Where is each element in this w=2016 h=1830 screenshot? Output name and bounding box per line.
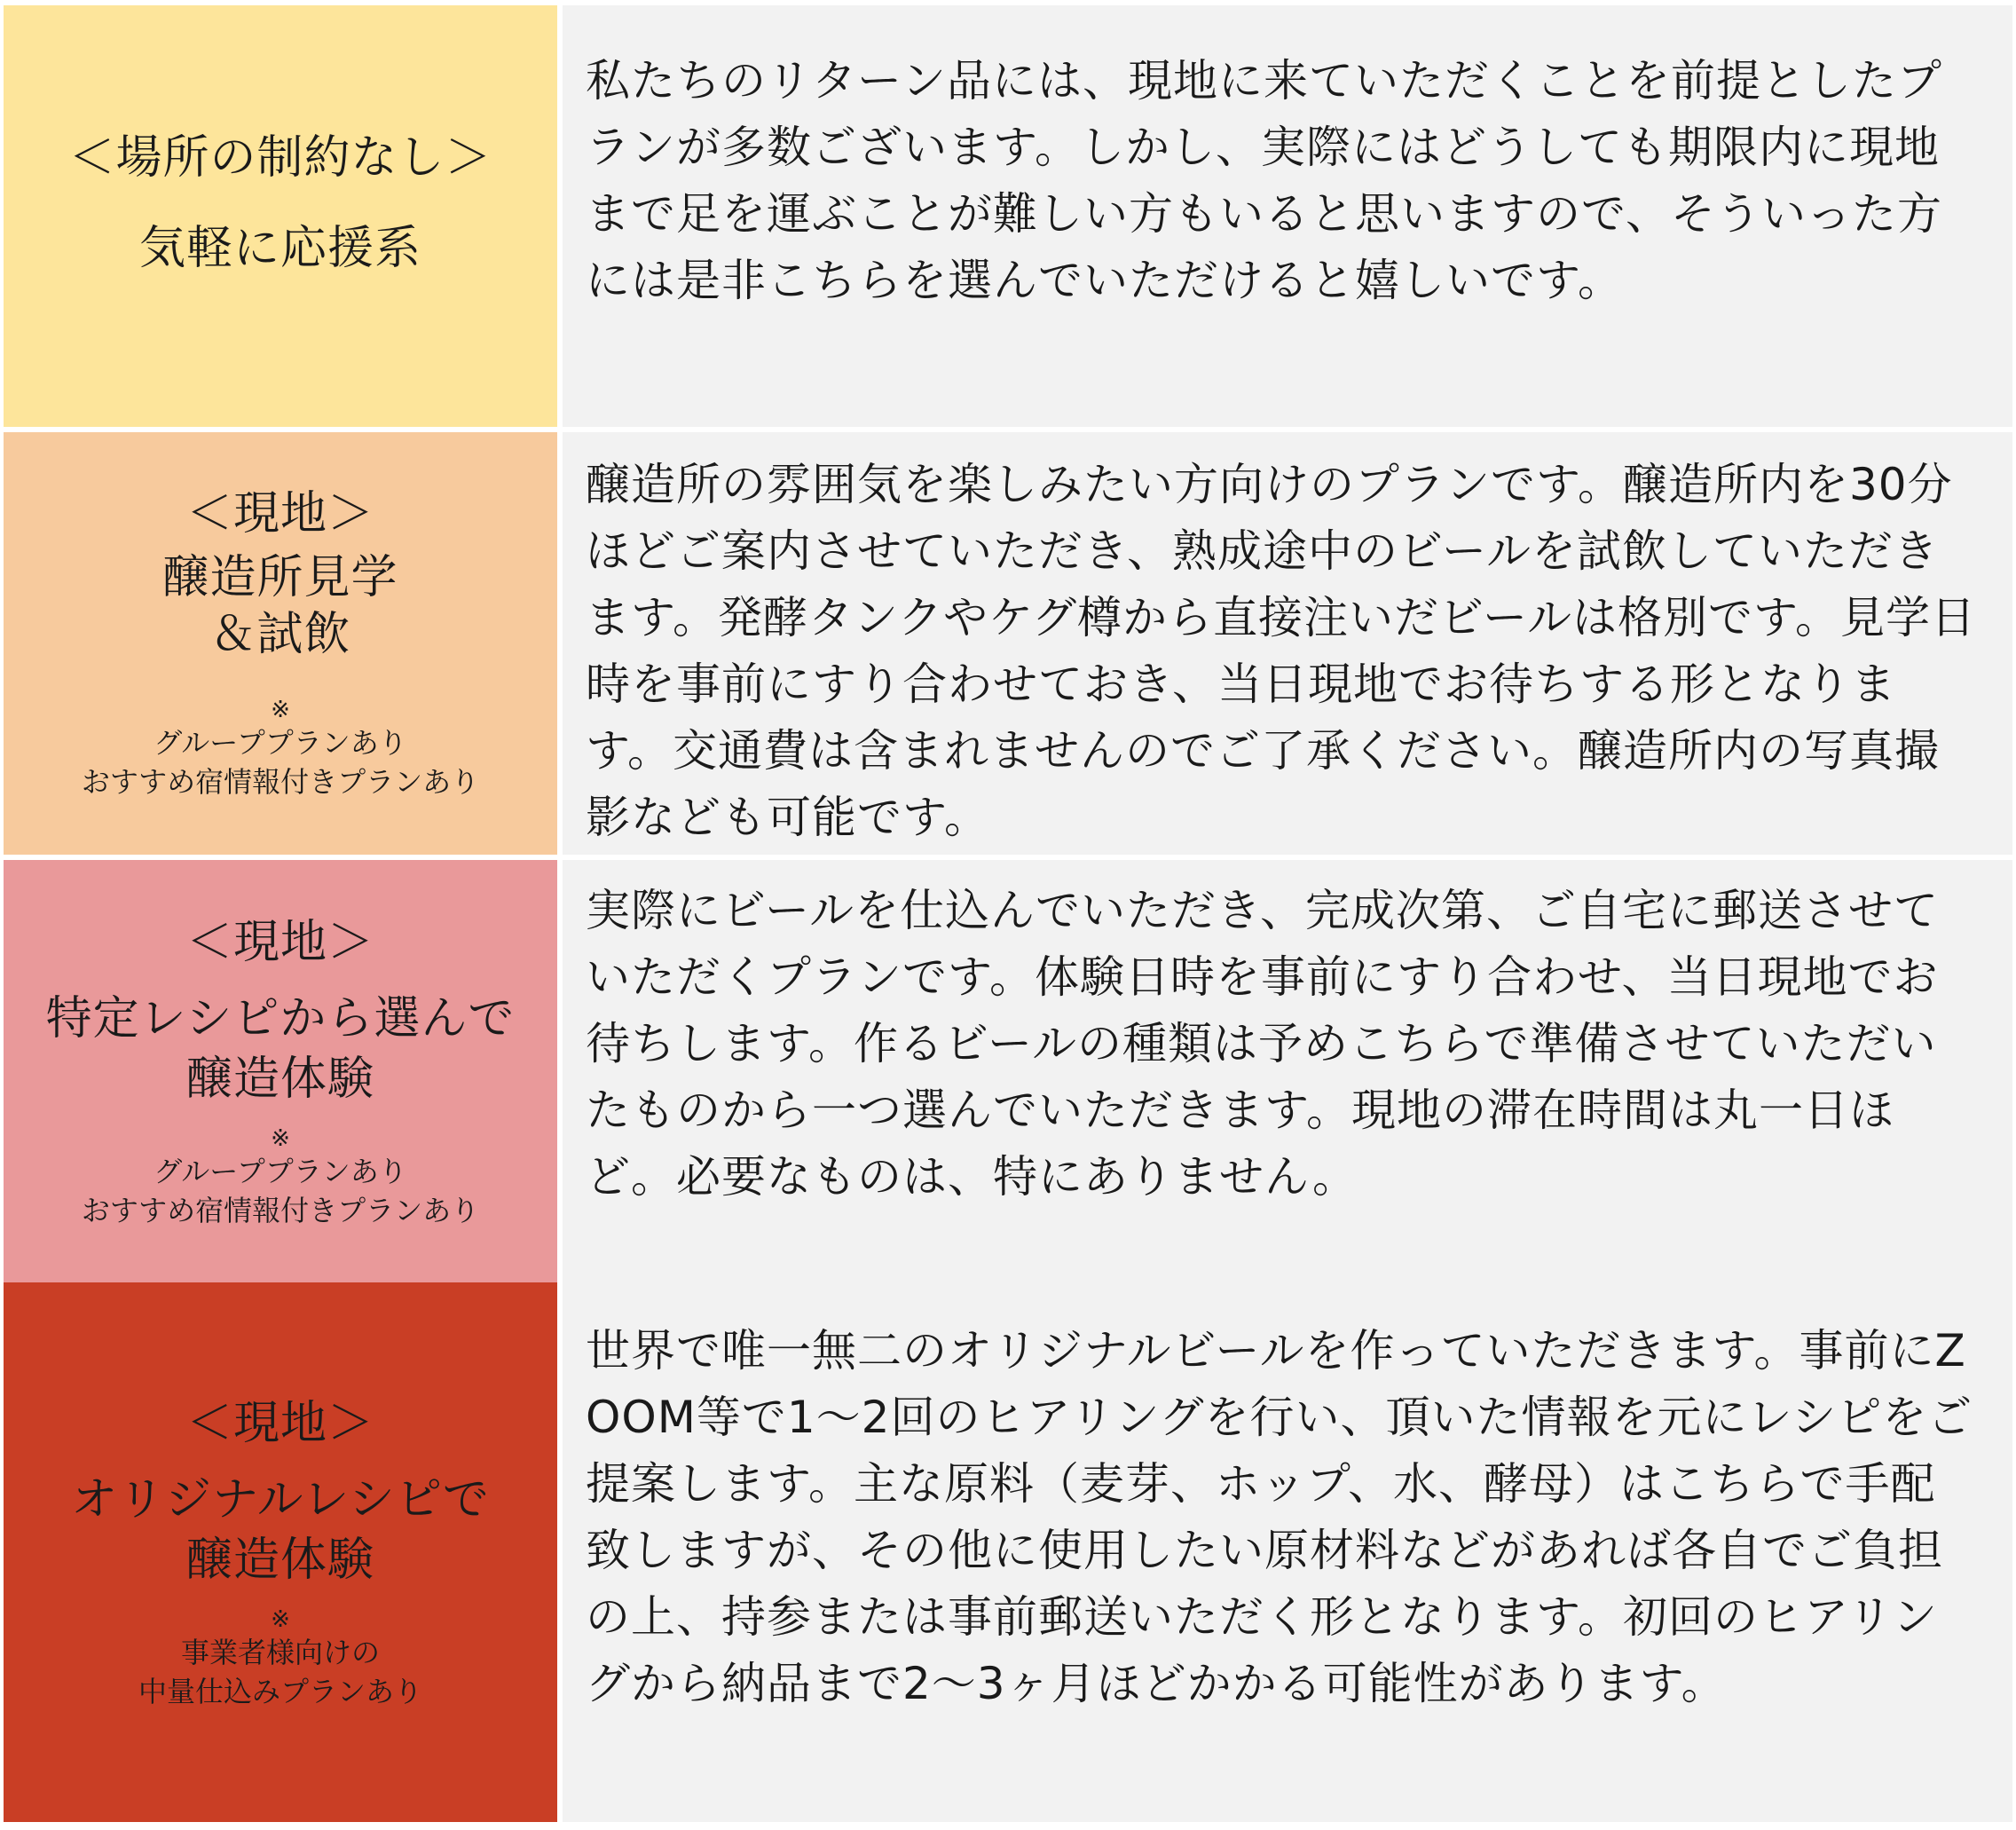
note-line-2: 中量仕込みプランあり xyxy=(138,1675,422,1708)
plan-row-recipe-brewing xyxy=(4,860,2012,1282)
plan-label-cell xyxy=(4,5,557,427)
plan-category: ＜現地＞ xyxy=(185,916,374,969)
plan-title-line-1: 特定レシピから選んで xyxy=(45,992,516,1045)
note-line-2: おすすめ宿情報付きプランあり xyxy=(81,765,480,799)
plan-label-cell xyxy=(4,860,557,1282)
plan-title-line-1: 醸造所見学 xyxy=(162,551,398,604)
plan-note xyxy=(82,697,479,801)
plan-description: 醸造所の雰囲気を楽しみたい方向けのプランです。醸造所内を30分ほどご案内させていただき、熟成途中のビールを試飲していただきます。発酵タンクやケグ樽から直接注いだビールは格別です。見学日時を事前にすり合わせておき、当日現地でお待ちする形となります。交通費は含まれませんのでご了承ください。醸造所内の写真撮影なども可能です。 xyxy=(563,432,2012,855)
note-line-1: 事業者様向けの xyxy=(180,1636,380,1669)
plan-category: ＜現地＞ xyxy=(185,1397,374,1450)
plan-description: 実際にビールを仕込んでいただき、完成次第、ご自宅に郵送させていただくプランです。体験日時を事前にすり合わせ、当日現地でお待ちします。作るビールの種類は予めこちらで準備させていただいたものから一つ選んでいただきます。現地の滞在時間は丸一日ほど。必要なものは、特にありません。 xyxy=(563,860,2012,1282)
plan-title: 気軽に応援系 xyxy=(138,221,421,275)
plan-description: 私たちのリターン品には、現地に来ていただくことを前提としたプランが多数ございます。しかし、実際にはどうしても期限内に現地まで足を運ぶことが難しい方もいると思いますので、そういった方には是非こちらを選んでいただけると嬉しいです。 xyxy=(563,5,2012,427)
plan-row-brewery-tour xyxy=(4,432,2012,855)
plan-title-line-2: ＆試飲 xyxy=(209,608,351,661)
note-line-2: おすすめ宿情報付きプランあり xyxy=(81,1194,480,1227)
note-line-1: グループプランあり xyxy=(154,726,407,760)
plan-table xyxy=(4,5,2012,1822)
plan-row-original-recipe xyxy=(4,1282,2012,1822)
plan-title-line-2: 醸造体験 xyxy=(185,1053,374,1106)
plan-category: ＜場所の制約なし＞ xyxy=(68,130,492,185)
note-line-1: グループプランあり xyxy=(154,1155,407,1188)
note-mark: ※ xyxy=(271,1606,290,1633)
plan-label-cell xyxy=(4,1282,557,1822)
plan-title-line-2: 醸造体験 xyxy=(185,1534,374,1587)
plan-label-cell xyxy=(4,432,557,855)
plan-category: ＜現地＞ xyxy=(185,487,374,540)
plan-row-support xyxy=(4,5,2012,427)
plan-note xyxy=(82,1125,479,1230)
plan-title-line-1: オリジナルレシピで xyxy=(71,1473,490,1526)
plan-description: 世界で唯一無二のオリジナルビールを作っていただきます。事前にZOOM等で1〜2回のヒアリングを行い、頂いた情報を元にレシピをご提案します。主な原料（麦芽、ホップ、水、酵母）はこちらで手配致しますが、その他に使用したい原材料などがあれば各自でご負担の上、持参または事前郵送いただく形となります。初回のヒアリングから納品まで2〜3ヶ月ほどかかる可能性があります。 xyxy=(563,1282,2012,1822)
note-mark: ※ xyxy=(271,697,290,723)
note-mark: ※ xyxy=(271,1125,290,1152)
plan-note xyxy=(138,1606,422,1711)
